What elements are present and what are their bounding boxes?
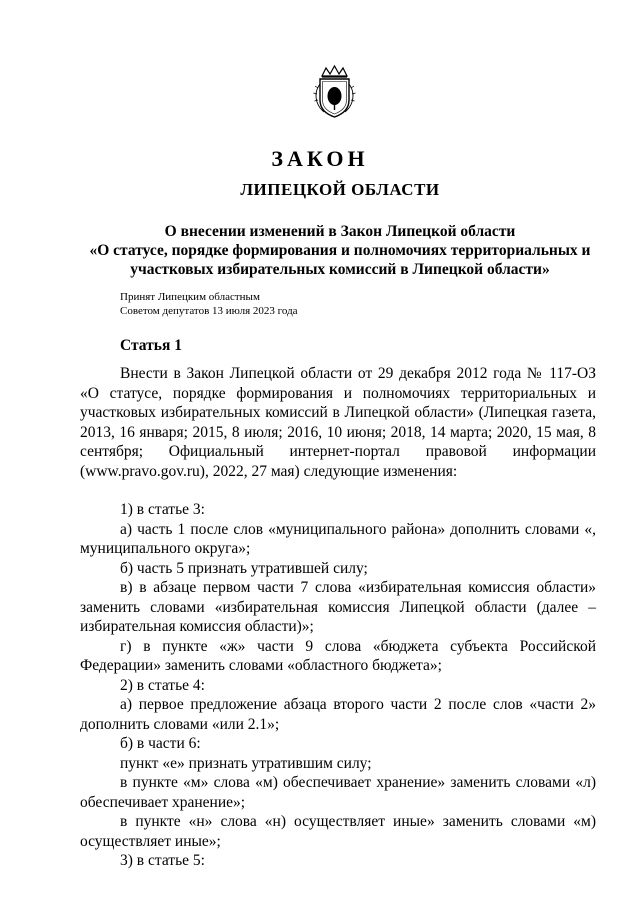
adoption-note-line: Советом депутатов 13 июля 2023 года [120,305,298,317]
paragraph: 2) в статье 4: [120,676,205,694]
adoption-note-line: Принят Липецким областным [120,291,260,303]
law-heading-line: участковых избирательных комиссий в Липецкой области» [130,261,550,278]
article-body [80,364,596,871]
article-title: Статья 1 [120,337,182,354]
law-heading-line: О внесении изменений в Закон Липецкой области [164,223,516,240]
law-heading [80,222,600,279]
coat-of-arms-icon [312,64,357,120]
paragraph: в пункте «н» слова «н) осуществляет иные» заменить словами «м) осуществляет иные»; [80,813,596,850]
paragraph: в) в абзаце первом части 7 слова «избирательная комиссия области» заменить словами «избирательная комиссия Липецкой области (далее – избирательная комиссия области)»; [80,579,596,635]
paragraph: пункт «е» признать утратившим силу; [120,754,372,772]
paragraph: Внести в Закон Липецкой области от 29 декабря 2012 года № 117-ОЗ «О статусе, порядке формирования и полномочиях территориальных и участковых избирательных комиссий в Липецкой области» (Липецкая газета, 2013, 16 января; 2015, 8 июля; 2016, 10 июня; 2018, 14 марта; 2020, 15 мая, 8 сентября; Официальный интернет-портал правовой информации (www.pravo.gov.ru), 2022, 27 мая) следующие изменения: [80,365,596,480]
paragraph: в пункте «м» слова «м) обеспечивает хранение» заменить словами «л) обеспечивает хранение»; [80,774,596,811]
paragraph: 1) в статье 3: [120,501,205,518]
document-title: ЗАКОН [271,146,369,171]
adoption-note [120,290,520,318]
law-heading-line: «О статусе, порядке формирования и полномочиях территориальных и [89,242,591,259]
paragraph: г) в пункте «ж» части 9 слова «бюджета субъекта Российской Федерации» заменить словами «областного бюджета»; [80,637,596,674]
document-subtitle: ЛИПЕЦКОЙ ОБЛАСТИ [240,180,440,199]
paragraph: б) в части 6: [120,735,201,752]
paragraph: а) часть 1 после слов «муниципального района» дополнить словами «, муниципального округа»; [80,520,596,557]
paragraph: а) первое предложение абзаца второго части 2 после слов «части 2» дополнить словами «или 2.1»; [80,696,596,733]
paragraph: б) часть 5 признать утратившей силу; [120,559,368,577]
paragraph: 3) в статье 5: [120,852,205,869]
